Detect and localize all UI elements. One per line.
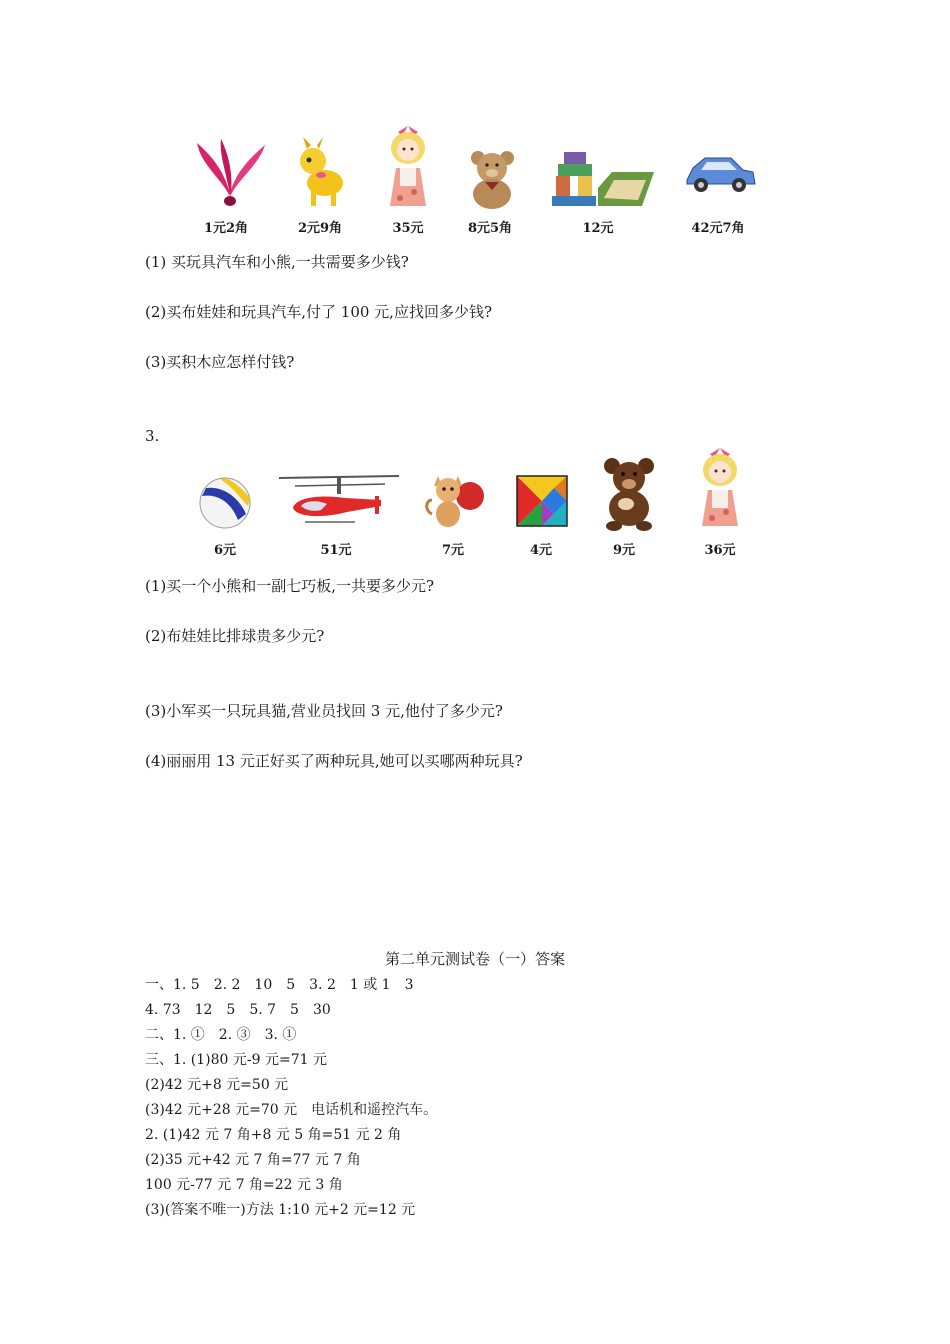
answer-line: 三、1. (1)80 元-9 元=71 元 bbox=[145, 1052, 327, 1068]
helicopter-image bbox=[275, 470, 403, 530]
building-blocks-image bbox=[550, 148, 655, 210]
question-3-4: (4)丽丽用 13 元正好买了两种玩具,她可以买哪两种玩具? bbox=[145, 752, 523, 770]
question-2-3: (3)买积木应怎样付钱? bbox=[145, 353, 295, 371]
teddy-bear-image bbox=[465, 148, 520, 210]
answer-line: 4. 73 12 5 5. 7 5 30 bbox=[145, 1002, 331, 1018]
bear-image bbox=[598, 456, 660, 532]
price-label: 1元2角 bbox=[203, 221, 249, 236]
answer-line: (3)(答案不唯一)方法 1:10 元+2 元=12 元 bbox=[145, 1202, 416, 1218]
price-label: 9元 bbox=[612, 543, 636, 558]
question-3-1: (1)买一个小熊和一副七巧板,一共要多少元? bbox=[145, 577, 435, 595]
answer-line: 100 元-77 元 7 角=22 元 3 角 bbox=[145, 1177, 343, 1193]
price-label: 8元5角 bbox=[467, 221, 513, 236]
price-label: 6元 bbox=[213, 543, 237, 558]
toy-cat-image bbox=[424, 470, 494, 530]
tangram-image bbox=[515, 474, 569, 528]
price-label: 12元 bbox=[582, 221, 614, 236]
doll-image-2 bbox=[690, 444, 750, 530]
shuttlecock-image bbox=[193, 135, 268, 210]
answer-line: 2. (1)42 元 7 角+8 元 5 角=51 元 2 角 bbox=[145, 1127, 402, 1143]
price-label: 51元 bbox=[320, 543, 352, 558]
question-3-label: 3. bbox=[145, 427, 160, 445]
answer-line: (2)42 元+8 元=50 元 bbox=[145, 1077, 289, 1093]
question-3-2: (2)布娃娃比排球贵多少元? bbox=[145, 627, 325, 645]
answer-line: 一、1. 5 2. 2 10 5 3. 2 1 或 1 3 bbox=[145, 977, 414, 993]
doll-image bbox=[378, 122, 438, 210]
question-3-3: (3)小军买一只玩具猫,营业员找回 3 元,他付了多少元? bbox=[145, 702, 503, 720]
deer-image bbox=[293, 135, 353, 210]
question-2-2: (2)买布娃娃和玩具汽车,付了 100 元,应找回多少钱? bbox=[145, 303, 492, 321]
price-label: 42元7角 bbox=[691, 221, 745, 236]
question-2-1: (1) 买玩具汽车和小熊,一共需要多少钱? bbox=[145, 253, 409, 271]
price-label: 36元 bbox=[704, 543, 736, 558]
price-label: 2元9角 bbox=[297, 221, 343, 236]
price-label: 7元 bbox=[441, 543, 465, 558]
price-label: 35元 bbox=[392, 221, 424, 236]
volleyball-image bbox=[198, 476, 252, 530]
answer-line: (2)35 元+42 元 7 角=77 元 7 角 bbox=[145, 1152, 361, 1168]
answer-title: 第二单元测试卷（一）答案 bbox=[384, 950, 565, 968]
toy-car-image bbox=[683, 150, 758, 198]
answer-line: (3)42 元+28 元=70 元 电话机和遥控汽车。 bbox=[145, 1102, 438, 1118]
price-label: 4元 bbox=[529, 543, 553, 558]
answer-line: 二、1. ① 2. ③ 3. ① bbox=[145, 1027, 297, 1043]
